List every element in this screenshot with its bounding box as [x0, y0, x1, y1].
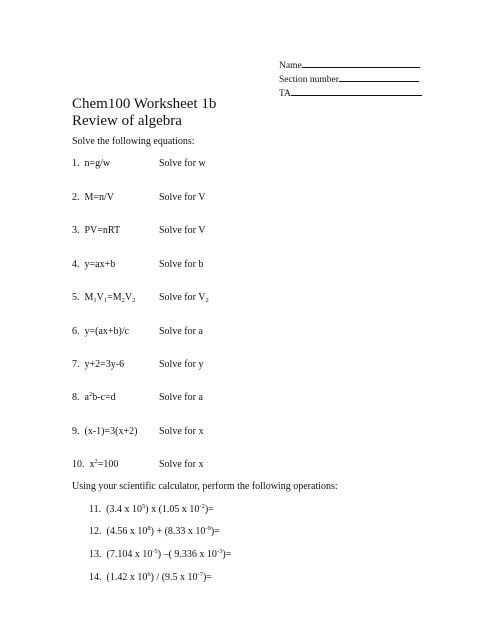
equation-task: Solve for b — [159, 259, 204, 270]
calculation-expression: (7.104 x $10^{-5}$) –( 9.336 x $10^{-3})=$ — [106, 548, 232, 560]
worksheet-subtitle: Review of algebra — [72, 113, 182, 129]
equation-text: (x-1)=3(x+2) — [84, 426, 138, 437]
equation-item — [72, 292, 209, 304]
equation-item — [72, 458, 204, 470]
calculation-number: 14. — [89, 572, 102, 583]
equation-number: 7. — [72, 359, 80, 370]
equation-task: Solve for x — [159, 426, 204, 437]
equation-item — [72, 192, 206, 203]
calculation-expression: (3.4 x $10^5$) x (1.05 x $10^{-2})=$ — [106, 503, 214, 515]
name-blank[interactable] — [302, 58, 420, 68]
equation-task: Solve for V — [159, 192, 206, 203]
equation-item — [72, 391, 203, 403]
name-field[interactable] — [279, 58, 422, 72]
equation-task: Solve for w — [159, 158, 206, 169]
worksheet-title: Chem100 Worksheet 1b — [72, 96, 217, 112]
equation-number: 4. — [72, 259, 80, 270]
equation-number: 6. — [72, 326, 80, 337]
equation-text: y=ax+b — [84, 259, 116, 270]
equation-number: 8. — [72, 392, 80, 403]
equation-number: 10. — [72, 459, 85, 470]
calculation-item — [89, 549, 231, 560]
calculation-number: 11. — [89, 504, 102, 515]
calculation-number: 12. — [89, 526, 102, 537]
equation-text: n=g/w — [84, 158, 111, 169]
calculation-number: 13. — [89, 549, 102, 560]
ta-blank[interactable] — [291, 86, 422, 96]
equation-item — [72, 326, 203, 337]
equation-item — [72, 225, 206, 236]
section-number-label: Section number — [279, 75, 339, 85]
equation-text: y=(ax+b)/c — [84, 326, 130, 337]
equation-task: Solve for x — [159, 459, 204, 470]
equation-text: $M_1V_1=M_2V_2$ — [84, 292, 136, 304]
equation-number: 1. — [72, 158, 80, 169]
equation-task: Solve for $V_2$ — [159, 292, 209, 304]
equation-text: $a^2b-c=d$ — [84, 391, 116, 403]
section-number-field[interactable] — [279, 72, 422, 86]
equation-item — [72, 359, 204, 370]
ta-label: TA — [279, 89, 291, 99]
ta-field[interactable] — [279, 86, 422, 100]
equation-task: Solve for a — [159, 392, 203, 403]
calculation-expression: (4.56 x $10^8) + (8.33$ x $10^{-9})=$ — [106, 525, 220, 537]
equation-text: PV=nRT — [84, 225, 121, 236]
equation-number: 5. — [72, 292, 80, 303]
equations-instructions: Solve the following equations: — [72, 136, 195, 147]
calculator-instructions: Using your scientific calculator, perform the following operations: — [72, 481, 338, 492]
section-number-blank[interactable] — [339, 72, 419, 82]
calculation-item — [89, 572, 212, 583]
calculation-expression: (1.42 x $10^6) / (9.5$ x $10^{-7})=$ — [106, 571, 212, 583]
equation-item — [72, 426, 204, 437]
equation-text: $x^2=100$ — [89, 458, 119, 470]
equation-text: y+2=3y-6 — [84, 359, 125, 370]
equation-task: Solve for y — [159, 359, 204, 370]
student-info-fields — [279, 58, 422, 100]
equation-text: M=n/V — [84, 192, 115, 203]
equation-item — [72, 259, 204, 270]
equation-task: Solve for a — [159, 326, 203, 337]
calculation-item — [89, 526, 220, 537]
calculation-item — [89, 504, 214, 515]
equation-number: 9. — [72, 426, 80, 437]
equation-number: 3. — [72, 225, 80, 236]
equation-item — [72, 158, 206, 169]
name-label: Name — [279, 61, 302, 71]
equation-number: 2. — [72, 192, 80, 203]
equation-task: Solve for V — [159, 225, 206, 236]
